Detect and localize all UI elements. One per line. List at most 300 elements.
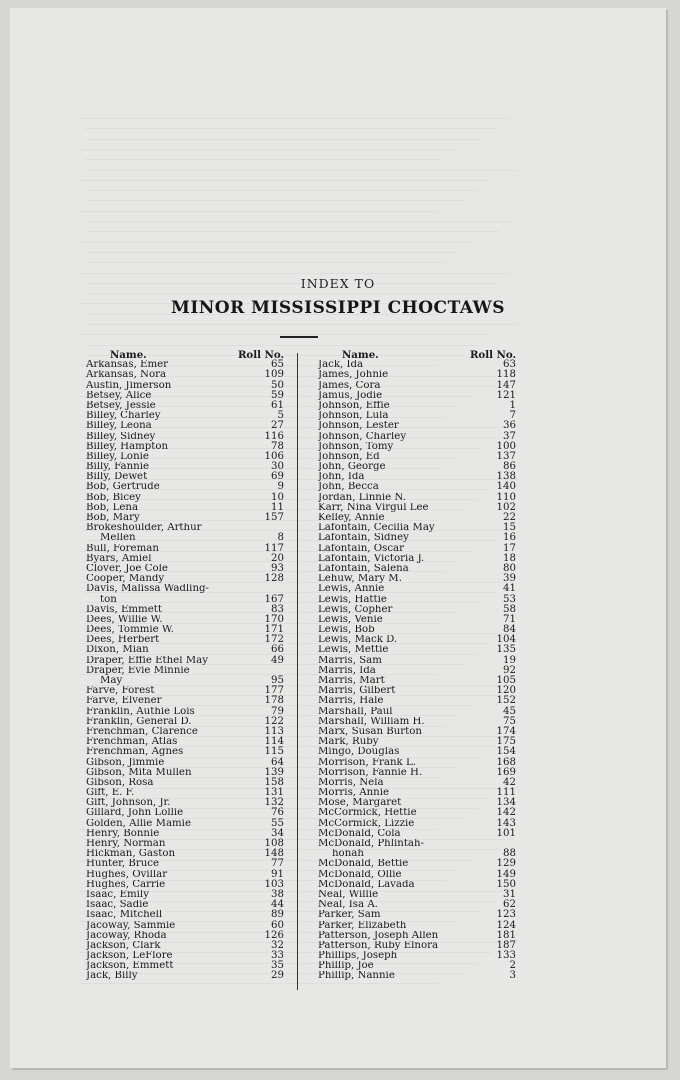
index-entry xyxy=(318,707,516,717)
entry-name: McDonald, Phlintah- xyxy=(318,839,424,849)
index-entry xyxy=(318,676,516,686)
index-entry xyxy=(86,381,284,391)
roll-number-column-heading: Roll No. xyxy=(469,349,516,361)
entry-name: Lafontain, Salena xyxy=(318,563,409,574)
entry-name: Lewis, Venie xyxy=(318,614,383,625)
document-page xyxy=(10,8,666,1068)
index-entry xyxy=(318,696,516,706)
entry-roll-number: 106 xyxy=(264,450,284,462)
entry-name: Henry, Norman xyxy=(86,839,166,849)
entry-name: Billey, Hampton xyxy=(86,441,169,452)
entry-roll-number: 86 xyxy=(503,461,516,473)
entry-name: Johnson, Tomy xyxy=(318,441,394,452)
index-entry xyxy=(318,788,516,798)
entry-name: John, Becca xyxy=(318,482,379,493)
entry-roll-number: 118 xyxy=(496,369,516,381)
index-entry xyxy=(86,839,284,849)
entry-roll-number: 60 xyxy=(271,919,284,931)
entry-name: James, Johnie xyxy=(318,370,389,381)
entry-name: Morris, Nela xyxy=(318,777,384,788)
entry-name: Hughes, Ovillar xyxy=(86,869,168,880)
entry-roll-number: 77 xyxy=(271,858,284,870)
entry-name: Jackson, LeFlore xyxy=(86,951,173,962)
entry-roll-number: 11 xyxy=(271,501,284,513)
entry-name: Farve, Forest xyxy=(86,686,155,697)
entry-name: Jackson, Emmett xyxy=(86,961,174,972)
entry-name: Marx, Susan Burton xyxy=(318,726,422,737)
entry-roll-number: 139 xyxy=(264,766,284,778)
entry-roll-number: 44 xyxy=(271,899,284,911)
entry-roll-number: 38 xyxy=(271,888,284,900)
bleed-line xyxy=(80,242,474,243)
entry-name: Betsey, Alice xyxy=(86,390,152,401)
index-entry xyxy=(318,819,516,829)
entry-roll-number: 152 xyxy=(496,695,516,707)
entry-roll-number: 121 xyxy=(496,389,516,401)
entry-name: Marris, Mart xyxy=(318,676,385,686)
entry-roll-number: 167 xyxy=(264,593,284,605)
index-entry xyxy=(318,533,516,543)
index-entry xyxy=(318,635,516,645)
index-entry xyxy=(86,778,284,788)
entry-name: Jordan, Linnie N. xyxy=(318,492,406,503)
entry-name: Dees, Herbert xyxy=(86,635,160,646)
entry-roll-number: 16 xyxy=(503,532,516,544)
index-entry xyxy=(318,931,516,941)
bleed-line xyxy=(80,273,510,274)
index-entry xyxy=(318,910,516,920)
entry-name: Franklin, Authie Lois xyxy=(86,706,195,717)
index-entry xyxy=(86,615,284,625)
index-entry xyxy=(86,890,284,900)
entry-roll-number: 110 xyxy=(496,491,516,503)
entry-name: Betsey, Jessie xyxy=(86,400,156,411)
index-entry xyxy=(86,859,284,869)
entry-name: Frenchman, Agnes xyxy=(86,747,184,758)
entry-roll-number: 61 xyxy=(271,399,284,411)
entry-name: Lewis, Copher xyxy=(318,604,393,615)
entry-name: Morrison, Frank L. xyxy=(318,757,416,768)
index-entry xyxy=(86,758,284,768)
entry-name: Lewis, Hattie xyxy=(318,594,387,605)
entry-name: Bull, Foreman xyxy=(86,543,159,554)
index-entry xyxy=(318,544,516,554)
index-entry xyxy=(318,391,516,401)
entry-name: Brokeshoulder, Arthur xyxy=(86,523,202,534)
entry-name: Lewis, Bob xyxy=(318,625,375,636)
bleed-line xyxy=(80,118,510,119)
entry-roll-number: 114 xyxy=(264,736,284,748)
entry-name: Cooper, Mandy xyxy=(86,574,165,585)
index-entry xyxy=(86,482,284,492)
entry-roll-number: 18 xyxy=(503,552,516,564)
index-entry xyxy=(318,737,516,747)
entry-name: Bob, Mary xyxy=(86,513,140,523)
entry-roll-number: 170 xyxy=(264,613,284,625)
index-entry xyxy=(318,758,516,768)
index-entry xyxy=(318,921,516,931)
entry-roll-number: 71 xyxy=(503,613,516,625)
entry-roll-number: 9 xyxy=(277,481,284,493)
entry-roll-number: 33 xyxy=(271,950,284,962)
index-entry xyxy=(318,554,516,564)
entry-name: Morris, Annie xyxy=(318,788,390,799)
entry-roll-number: 126 xyxy=(264,929,284,941)
entry-roll-number: 142 xyxy=(496,807,516,819)
index-entry xyxy=(318,503,516,513)
entry-roll-number: 124 xyxy=(496,919,516,931)
index-entry xyxy=(86,544,284,554)
index-entry xyxy=(318,961,516,971)
index-entry xyxy=(318,432,516,442)
index-entry xyxy=(318,870,516,880)
entry-name: Neal, Willie xyxy=(318,889,379,900)
entry-roll-number: 103 xyxy=(264,878,284,890)
entry-roll-number: 157 xyxy=(264,512,284,523)
entry-name: John, George xyxy=(318,462,386,473)
entry-name: Gibson, Mita Mullen xyxy=(86,767,192,778)
entry-name: Davis, Emmett xyxy=(86,604,162,615)
index-entry xyxy=(318,798,516,808)
bleed-line xyxy=(80,211,438,212)
column-header xyxy=(318,350,516,360)
entry-roll-number: 8 xyxy=(277,532,284,544)
index-entry xyxy=(86,900,284,910)
entry-name: Billey, Lonie xyxy=(86,451,149,462)
entry-roll-number: 42 xyxy=(503,776,516,788)
entry-roll-number: 88 xyxy=(503,848,516,860)
index-entry xyxy=(86,411,284,421)
entry-roll-number: 177 xyxy=(264,685,284,697)
entry-roll-number: 27 xyxy=(271,420,284,432)
entry-name: Lewis, Annie xyxy=(318,584,385,595)
entry-roll-number: 154 xyxy=(496,746,516,758)
entry-roll-number: 34 xyxy=(271,827,284,839)
index-entry xyxy=(318,880,516,890)
bleed-line xyxy=(88,231,500,232)
entry-roll-number: 7 xyxy=(509,410,516,422)
entry-name: Johnson, Lester xyxy=(318,421,399,432)
entry-roll-number: 69 xyxy=(271,471,284,483)
entry-name: McDonald, Lavada xyxy=(318,879,415,890)
entry-roll-number: 50 xyxy=(271,379,284,391)
entry-name: Hughes, Carrie xyxy=(86,879,166,890)
index-entry xyxy=(318,727,516,737)
entry-name: Jacoway, Rhoda xyxy=(86,930,167,941)
index-entry xyxy=(318,951,516,961)
index-entry xyxy=(318,808,516,818)
entry-roll-number: 148 xyxy=(264,848,284,860)
index-entry xyxy=(318,747,516,757)
index-entry xyxy=(318,523,516,533)
index-entry xyxy=(86,391,284,401)
entry-roll-number: 104 xyxy=(496,634,516,646)
entry-roll-number: 55 xyxy=(271,817,284,829)
index-entry xyxy=(318,615,516,625)
index-entry xyxy=(86,961,284,971)
entry-roll-number: 65 xyxy=(271,359,284,371)
index-entry xyxy=(86,462,284,472)
entry-name: Lewis, Mack D. xyxy=(318,635,398,646)
index-entry xyxy=(86,747,284,757)
entry-roll-number: 134 xyxy=(496,797,516,809)
entry-roll-number: 147 xyxy=(496,379,516,391)
entry-roll-number: 59 xyxy=(271,389,284,401)
index-entry xyxy=(318,829,516,839)
entry-name: McDonald, Ollie xyxy=(318,869,402,880)
index-entry xyxy=(86,370,284,380)
entry-roll-number: 35 xyxy=(271,960,284,972)
entry-name: Gillard, John Lollie xyxy=(86,808,184,819)
bleed-line xyxy=(88,139,482,140)
entry-name: Davis, Malissa Wadling- xyxy=(86,584,209,595)
entry-name: Marris, Ida xyxy=(318,665,376,676)
entry-name: Bob, Bicey xyxy=(86,492,141,503)
entry-roll-number: 49 xyxy=(271,654,284,666)
index-entry xyxy=(318,686,516,696)
index-entry xyxy=(318,839,516,849)
bleed-line xyxy=(80,983,438,984)
entry-name: Kelley, Annie xyxy=(318,513,385,523)
entry-name: Phillip, Joe xyxy=(318,961,374,972)
entry-name: John, Ida xyxy=(318,472,365,483)
index-entry xyxy=(86,574,284,584)
column-header xyxy=(86,350,284,360)
title-rule xyxy=(280,336,318,338)
index-entry xyxy=(318,574,516,584)
entry-name: Jamus, Jodie xyxy=(318,390,383,401)
entry-name: Hickman, Gaston xyxy=(86,849,176,860)
entry-roll-number: 143 xyxy=(496,817,516,829)
entry-name: Dees, Tommie W. xyxy=(86,625,174,636)
entry-roll-number: 15 xyxy=(503,522,516,534)
index-entry xyxy=(86,533,284,543)
entry-name: Johnson, Lula xyxy=(318,411,389,422)
entry-roll-number: 78 xyxy=(271,440,284,452)
entry-name: Clover, Joe Cole xyxy=(86,563,168,574)
entry-name: Billy, Fannie xyxy=(86,462,149,473)
entry-name: Draper, Effie Ethel May xyxy=(86,655,208,666)
entry-name: Phillips, Joseph xyxy=(318,951,398,962)
entry-name: Marshall, William H. xyxy=(318,716,425,727)
index-entry xyxy=(86,910,284,920)
index-entry xyxy=(86,798,284,808)
entry-roll-number: 22 xyxy=(503,512,516,523)
index-entry xyxy=(318,859,516,869)
index-entry xyxy=(318,564,516,574)
entry-roll-number: 32 xyxy=(271,939,284,951)
entry-roll-number: 3 xyxy=(509,970,516,982)
name-column-heading: Name. xyxy=(110,350,147,361)
entry-roll-number: 175 xyxy=(496,736,516,748)
entry-roll-number: 1 xyxy=(509,399,516,411)
entry-name: Marris, Gilbert xyxy=(318,686,396,697)
index-entry xyxy=(318,900,516,910)
entry-roll-number: 171 xyxy=(264,624,284,636)
entry-name: Gift, E. F. xyxy=(86,788,135,799)
bleed-line xyxy=(84,159,442,160)
entry-roll-number: 75 xyxy=(503,715,516,727)
bleed-line xyxy=(88,170,518,171)
index-entry xyxy=(318,452,516,462)
index-entry xyxy=(86,595,284,605)
entry-name: Arkansas, Nora xyxy=(86,370,167,381)
entry-name: Marris, Sam xyxy=(318,655,382,666)
index-entry xyxy=(86,656,284,666)
bleed-line xyxy=(88,324,518,325)
entry-roll-number: 102 xyxy=(496,501,516,513)
entry-name: Arkansas, Emer xyxy=(86,360,169,371)
entry-name: Johnson, Ed xyxy=(318,451,380,462)
index-entry xyxy=(318,482,516,492)
entry-roll-number: 133 xyxy=(496,950,516,962)
entry-roll-number: 108 xyxy=(264,838,284,849)
entry-roll-number: 19 xyxy=(503,654,516,666)
index-entry xyxy=(318,849,516,859)
entry-name: Jacoway, Sammie xyxy=(86,920,176,931)
entry-roll-number: 109 xyxy=(264,369,284,381)
index-entry xyxy=(318,890,516,900)
index-entry xyxy=(86,717,284,727)
entry-roll-number: 31 xyxy=(503,888,516,900)
entry-name: Gibson, Rosa xyxy=(86,777,154,788)
entry-name: Billey, Leona xyxy=(86,421,152,432)
entry-name: Hunter, Bruce xyxy=(86,859,160,870)
entry-name: Neal, Isa A. xyxy=(318,900,378,911)
entry-name: Franklin, General D. xyxy=(86,716,192,727)
index-entry xyxy=(318,666,516,676)
entry-name: Isaac, Sadie xyxy=(86,900,149,911)
index-entry xyxy=(86,941,284,951)
entry-roll-number: 10 xyxy=(271,491,284,503)
bleed-line xyxy=(88,293,482,294)
entry-name: Mark, Ruby xyxy=(318,737,379,748)
index-entry xyxy=(86,523,284,533)
entry-name: Frenchman, Clarence xyxy=(86,726,198,737)
index-entry xyxy=(86,931,284,941)
index-entry xyxy=(86,768,284,778)
index-entry xyxy=(318,370,516,380)
entry-name: Lafontain, Cecilia May xyxy=(318,523,435,534)
entry-name: Jack, Billy xyxy=(86,971,138,982)
index-entry xyxy=(86,849,284,859)
roll-number-column-heading: Roll No. xyxy=(237,349,284,361)
index-entry xyxy=(86,564,284,574)
entry-name: Lafontain, Oscar xyxy=(318,543,404,554)
entry-name: Morrison, Fannie H. xyxy=(318,767,423,778)
entry-name: Bob, Gertrude xyxy=(86,482,160,493)
index-entry xyxy=(86,645,284,655)
column-divider xyxy=(297,353,298,990)
entry-roll-number: 92 xyxy=(503,664,516,676)
index-entry xyxy=(318,941,516,951)
entry-roll-number: 113 xyxy=(264,725,284,737)
index-entry xyxy=(86,819,284,829)
entry-roll-number: 128 xyxy=(264,573,284,585)
entry-name: Phillip, Nannie xyxy=(318,971,395,982)
index-entry xyxy=(86,727,284,737)
entry-name: Billey, Charley xyxy=(86,411,161,422)
entry-name: Mellen xyxy=(100,533,136,544)
entry-name: May xyxy=(100,676,123,686)
entry-roll-number: 41 xyxy=(503,583,516,595)
entry-name: Isaac, Emily xyxy=(86,889,149,900)
entry-roll-number: 168 xyxy=(496,756,516,768)
entry-roll-number: 58 xyxy=(503,603,516,615)
index-entry xyxy=(318,411,516,421)
entry-name: Marshall, Paul xyxy=(318,706,393,717)
index-column-left xyxy=(86,350,284,982)
page-title: MINOR MISSISSIPPI CHOCTAWS xyxy=(171,298,505,318)
index-entry xyxy=(86,432,284,442)
index-entry xyxy=(318,381,516,391)
entry-roll-number: 178 xyxy=(264,695,284,707)
bleed-line xyxy=(84,128,496,129)
entry-roll-number: 79 xyxy=(271,705,284,717)
index-entry xyxy=(318,778,516,788)
name-column-heading: Name. xyxy=(342,350,379,361)
entry-roll-number: 62 xyxy=(503,899,516,911)
entry-name: McCormick, Lizzie xyxy=(318,818,415,829)
entry-roll-number: 122 xyxy=(264,715,284,727)
entry-name: Austin, Jimerson xyxy=(86,380,172,391)
index-entry xyxy=(86,421,284,431)
index-entry xyxy=(86,493,284,503)
entry-name: Parker, Elizabeth xyxy=(318,920,407,931)
bleed-line xyxy=(88,200,464,201)
entry-roll-number: 83 xyxy=(271,603,284,615)
entry-name: Jack, Ida xyxy=(318,360,364,371)
index-entry xyxy=(86,737,284,747)
entry-roll-number: 115 xyxy=(264,746,284,758)
entry-roll-number: 95 xyxy=(271,675,284,686)
entry-roll-number: 105 xyxy=(496,675,516,686)
index-entry xyxy=(318,717,516,727)
bleed-line xyxy=(80,149,456,150)
entry-roll-number: 132 xyxy=(264,797,284,809)
entry-roll-number: 158 xyxy=(264,776,284,788)
entry-name: Lehuw, Mary M. xyxy=(318,574,402,585)
index-entry xyxy=(86,442,284,452)
entry-name: Byars, Amiel xyxy=(86,553,152,564)
entry-name: Lewis, Mettie xyxy=(318,645,389,656)
entry-roll-number: 37 xyxy=(503,430,516,442)
bleed-line xyxy=(84,345,478,346)
index-entry xyxy=(86,707,284,717)
index-entry xyxy=(86,880,284,890)
index-entry xyxy=(318,645,516,655)
entry-name: Farve, Elvener xyxy=(86,696,162,707)
entry-roll-number: 29 xyxy=(271,970,284,982)
entry-roll-number: 66 xyxy=(271,644,284,656)
entry-name: Dees, Willie W. xyxy=(86,614,163,625)
entry-roll-number: 135 xyxy=(496,644,516,656)
index-entry xyxy=(86,676,284,686)
entry-name: Henry, Bonnie xyxy=(86,828,160,839)
entry-name: Gift, Johnson, Jr. xyxy=(86,798,171,809)
entry-name: Golden, Allie Mamie xyxy=(86,818,191,829)
entry-name: Gibson, Jimmie xyxy=(86,757,165,768)
entry-name: Draper, Evie Minnie xyxy=(86,665,190,676)
entry-name: Marris, Hale xyxy=(318,696,384,707)
bleed-line xyxy=(84,252,460,253)
entry-roll-number xyxy=(248,584,284,594)
index-entry xyxy=(318,442,516,452)
index-entry xyxy=(86,696,284,706)
index-entry xyxy=(86,401,284,411)
entry-name: Lafontain, Sidney xyxy=(318,533,409,544)
index-entry xyxy=(86,635,284,645)
